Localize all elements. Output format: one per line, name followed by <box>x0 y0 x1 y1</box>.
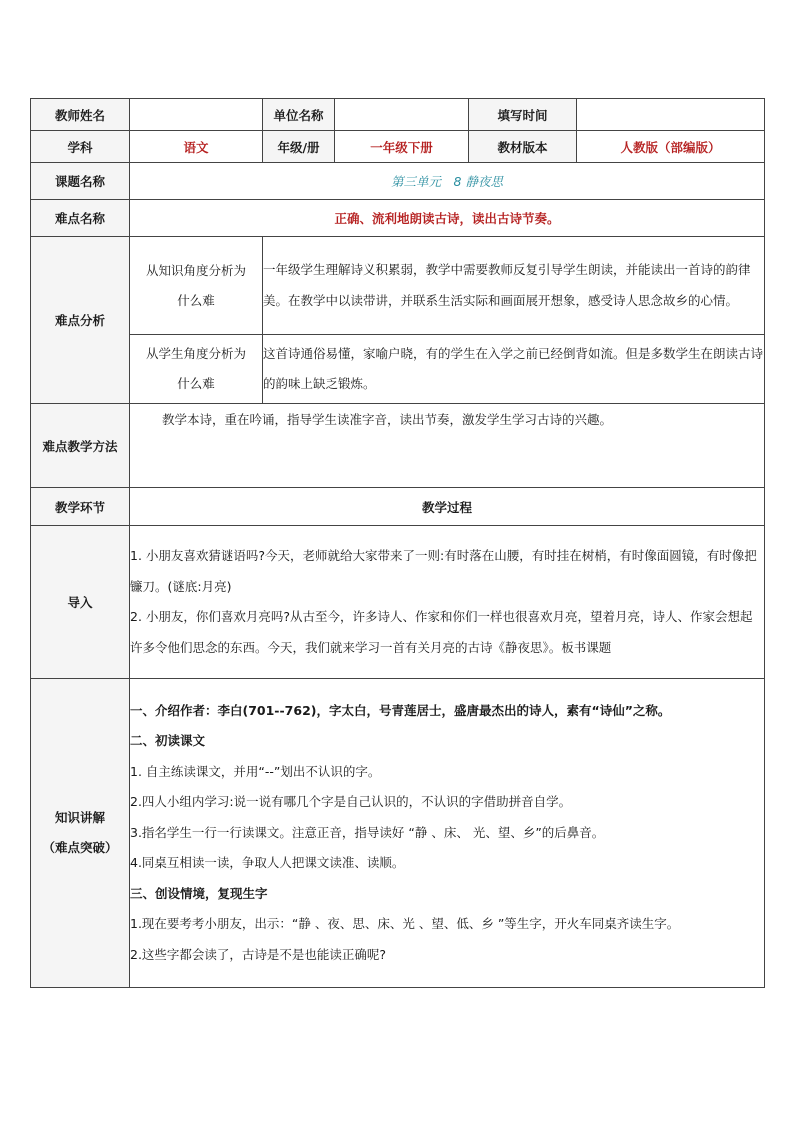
difficulty-label: 难点名称 <box>31 200 130 237</box>
knowledge-line: 二、初读课文 <box>130 733 206 749</box>
analysis-label: 难点分析 <box>31 237 130 404</box>
method-row <box>31 404 765 488</box>
unit-value <box>335 99 469 131</box>
grade-value: 一年级下册 <box>335 131 469 163</box>
knowledge-row <box>31 679 765 988</box>
knowledge-line: 2.这些字都会读了，古诗是不是也能读正确呢? <box>130 946 387 962</box>
intro-label: 导入 <box>31 526 130 679</box>
method-label: 难点教学方法 <box>31 404 130 488</box>
fill-time-value <box>577 99 765 131</box>
student-angle-label: 从学生角度分析为什么难 <box>130 335 263 404</box>
teacher-name-value <box>130 99 263 131</box>
process-header-row <box>31 488 765 526</box>
knowledge-label-line2: （难点突破） <box>42 840 118 855</box>
difficulty-row <box>31 200 765 237</box>
difficulty-value: 正确、流利地朗读古诗，读出古诗节奏。 <box>130 200 765 237</box>
method-text <box>130 404 765 488</box>
textbook-label: 教材版本 <box>469 131 577 163</box>
knowledge-line: 2.四人小组内学习:说一说有哪几个字是自己认识的，不认识的字借助拼音自学。 <box>130 794 572 810</box>
subject-value: 语文 <box>130 131 263 163</box>
textbook-value: 人教版（部编版） <box>577 131 765 163</box>
section-label: 教学环节 <box>31 488 130 526</box>
knowledge-line: 一、介绍作者：李白(701--762)，字太白，号青莲居士，盛唐最杰出的诗人，素有“诗仙”之称。 <box>130 702 671 718</box>
teacher-name-label: 教师姓名 <box>31 99 130 131</box>
intro-line: 2. 小朋友，你们喜欢月亮吗?从古至今，许多诗人、作家和你们一样也很喜欢月亮，望着月亮，诗人、作家会想起许多令他们思念的东西。今天，我们就来学习一首有关月亮的古诗《静夜思》。板书课题 <box>130 609 753 655</box>
intro-line: 1. 小朋友喜欢猜谜语吗?今天，老师就给大家带来了一则:有时落在山腰，有时挂在树梢，有时像面圆镜，有时像把镰刀。(谜底:月亮) <box>130 548 757 594</box>
title-row <box>31 163 765 200</box>
subject-label: 学科 <box>31 131 130 163</box>
method-paragraph: 教学本诗，重在吟诵，指导学生读准字音，读出节奏，激发学生学习古诗的兴趣。 <box>162 412 613 427</box>
student-angle-text: 这首诗通俗易懂，家喻户晓，有的学生在入学之前已经倒背如流。但是多数学生在朗读古诗的韵味上缺乏锻炼。 <box>263 335 765 404</box>
knowledge-line: 1. 自主练读课文，并用“--”划出不认识的字。 <box>130 763 381 779</box>
header-row-2 <box>31 131 765 163</box>
lesson-plan-table <box>30 98 765 988</box>
analysis-student-row <box>31 335 765 404</box>
knowledge-line: 3.指名学生一行一行读课文。注意正音，指导读好 “静 、床、 光、望、乡”的后鼻音。 <box>130 824 605 840</box>
analysis-knowledge-row <box>31 237 765 335</box>
knowledge-angle-label: 从知识角度分析为什么难 <box>130 237 263 335</box>
knowledge-line: 三、创设情境，复现生字 <box>130 885 268 901</box>
fill-time-label: 填写时间 <box>469 99 577 131</box>
intro-row <box>31 526 765 679</box>
lesson-title-value: 第三单元 8 静夜思 <box>130 163 765 200</box>
knowledge-label-line1: 知识讲解 <box>54 810 105 825</box>
knowledge-label <box>31 679 130 988</box>
knowledge-line: 1.现在要考考小朋友，出示：“静 、夜、思、床、光 、望、低、乡 ”等生字，开火车同桌齐读生字。 <box>130 916 680 932</box>
intro-content <box>130 526 765 679</box>
knowledge-angle-text: 一年级学生理解诗义积累弱，教学中需要教师反复引导学生朗读，并能读出一首诗的韵律美。在教学中以读带讲，并联系生活实际和画面展开想象，感受诗人思念故乡的心情。 <box>263 237 765 335</box>
process-label: 教学过程 <box>130 488 765 526</box>
knowledge-content <box>130 679 765 988</box>
unit-label: 单位名称 <box>263 99 335 131</box>
grade-label: 年级/册 <box>263 131 335 163</box>
header-row-1 <box>31 99 765 131</box>
knowledge-line: 4.同桌互相读一读，争取人人把课文读准、读顺。 <box>130 855 405 871</box>
lesson-title-label: 课题名称 <box>31 163 130 200</box>
